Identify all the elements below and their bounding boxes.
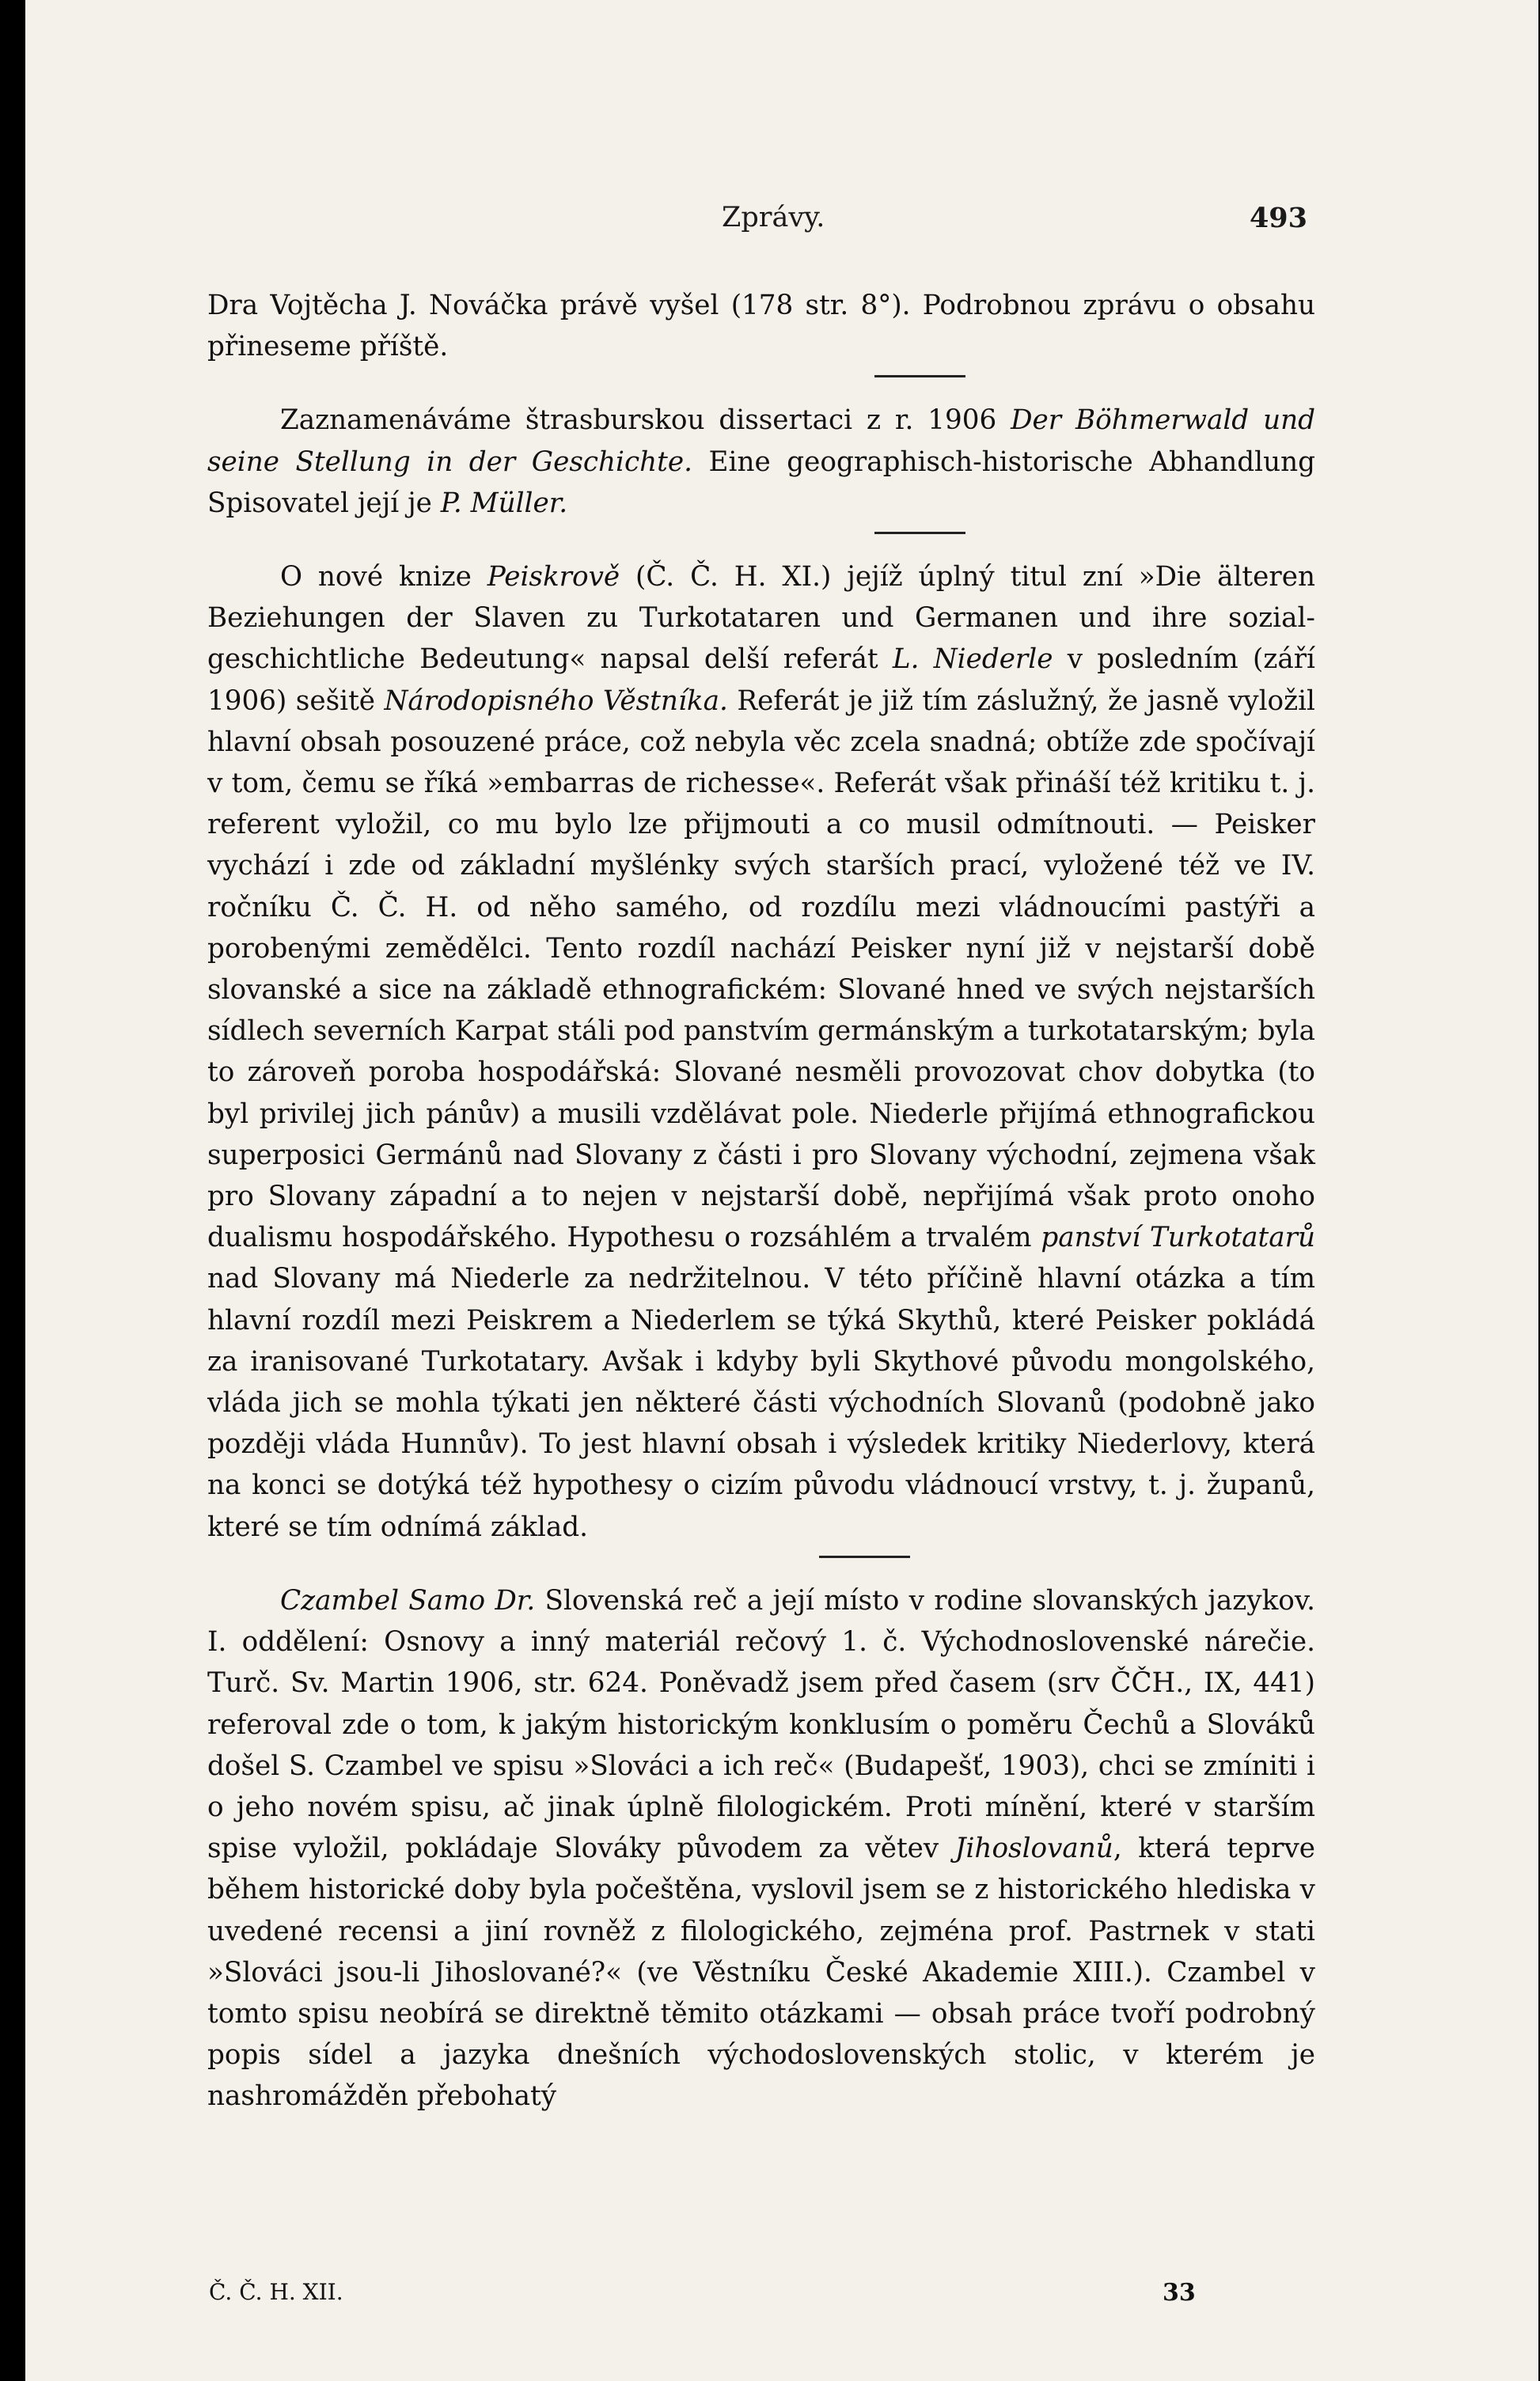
section-divider — [819, 1556, 910, 1558]
page-footer — [209, 2279, 1317, 2318]
text-run: v posledním (září 1906) sešitě — [207, 643, 1315, 717]
text-run: O nové knize — [280, 561, 487, 593]
paragraph — [207, 556, 1315, 1548]
italic-text: Národopisného Věstníka. — [384, 684, 728, 717]
italic-text: Jihoslovanů — [954, 1833, 1113, 1865]
italic-text: P. Müller. — [440, 487, 568, 519]
sheet-number: 33 — [1163, 2279, 1196, 2307]
text-run: Dra Vojtěcha J. Nováčka právě vyšel (178 str. 8°). Podrobnou zprávu o obsahu přineseme příště. — [207, 290, 1315, 363]
book-page — [25, 0, 1538, 2381]
page-number: 493 — [1249, 202, 1307, 234]
section-title: Zprávy. — [722, 202, 825, 233]
signature-mark: Č. Č. H. XII. — [209, 2279, 343, 2305]
text-run: (Č. Č. H. XI.) jejíž úplný titul zní »Die älteren Beziehungen der Slaven zu Turkotataren und Germanen und ihre sozial-geschichtliche Bedeutung« napsal delší referát — [207, 561, 1315, 676]
running-header — [184, 202, 1307, 241]
italic-text: Peiskrově — [487, 561, 620, 593]
paragraph — [207, 1580, 1315, 2117]
text-run: Eine geographisch-historische Abhandlung Spisovatel její je — [207, 445, 1316, 519]
article-body — [207, 285, 1315, 2117]
text-run: , která teprve během historické doby byla počeštěna, vyslovil jsem se z historického hlediska v uvedené recensi a jiní rovněž z filologického, zejména prof. Pastrnek v stati »Slováci jsou-li Jihoslované?« (ve Věstníku České Akademie XIII.). Czambel v tomto spisu neobírá se direktně těmito otázkami — obsah práce tvoří podrobný popis sídel a jazyka dnešních východoslovenských stolic, v kterém je nashromážděn přebohatý — [207, 1833, 1315, 2113]
italic-text: Der Böhmerwald und seine Stellung in der Geschichte. — [207, 404, 1315, 478]
text-run: Zaznamenáváme štrasburskou dissertaci z r. 1906 — [280, 404, 1011, 437]
text-run: nad Slovany má Niederle za nedržitelnou. V této příčině hlavní otázka a tím hlavní rozdíl mezi Peiskrem a Niederlem se týká Skythů, které Peisker pokládá za iranisované Turkotatary. Avšak i kdyby byli Skythové původu mongolského, vláda jich se mohla týkati jen některé části východních Slovanů (podobně jako později vláda Hunnův). To jest hlavní obsah i výsledek kritiky Niederlovy, která na konci se dotýká též hypothesy o cizím původu vládnoucí vrstvy, t. j. županů, které se tím odnímá základ. — [207, 1263, 1315, 1543]
section-divider — [874, 532, 965, 534]
italic-text: L. Niederle — [892, 643, 1053, 676]
italic-text: panství Turkotatarů — [1041, 1222, 1315, 1254]
italic-text: Czambel Samo Dr. — [280, 1584, 536, 1617]
text-run: Referát je již tím záslužný, že jasně vyložil hlavní obsah posouzené práce, což nebyla věc zcela snadná; obtíže zde spočívají v tom, čemu se říká »embarras de richesse«. Referát však přináší též kritiku t. j. referent vyložil, co mu bylo lze přijmouti a co musil odmítnouti. — Peisker vychází i zde od základní myšlénky svých starších prací, vyložené též ve IV. ročníku Č. Č. H. od něho samého, od rozdílu mezi vládnoucími pastýři a porobenými zemědělci. Tento rozdíl nachází Peisker nyní již v nejstarší době slovanské a sice na základě ethnografickém: Slované hned ve svých nejstarších sídlech severních Karpat stáli pod panstvím germánským a turkotatarským; byla to zároveň poroba hospodářská: Slované nesměli provozovat chov dobytka (to byl privilej jich pánův) a musili vzdělávat pole. Niederle přijímá ethnografickou superposici Germánů nad Slovany z části i pro Slovany východní, zejmena však pro Slovany západní a to nejen v nejstarší době, nepřijímá však proto onoho dualismu hospodářského. Hypothesu o rozsáhlém a trvalém — [207, 684, 1315, 1254]
paragraph — [207, 285, 1315, 367]
section-divider — [874, 375, 965, 377]
text-run: Slovenská reč a její místo v rodine slovanských jazykov. I. oddělení: Osnovy a inný materiál rečový 1. č. Východnoslovenské nárečie. Turč. Sv. Martin 1906, str. 624. Poněvadž jsem před časem (srv ČČH., IX, 441) referoval zde o tom, k jakým historickým konklusím o poměru Čechů a Slováků došel S. Czambel ve spisu »Slováci a ich reč« (Budapešť, 1903), chci se zmíniti i o jeho novém spisu, ač jinak úplně filologickém. Proti mínění, které v starším spise vyložil, pokládaje Slováky původem za větev — [207, 1584, 1315, 1865]
paragraph — [207, 400, 1315, 524]
